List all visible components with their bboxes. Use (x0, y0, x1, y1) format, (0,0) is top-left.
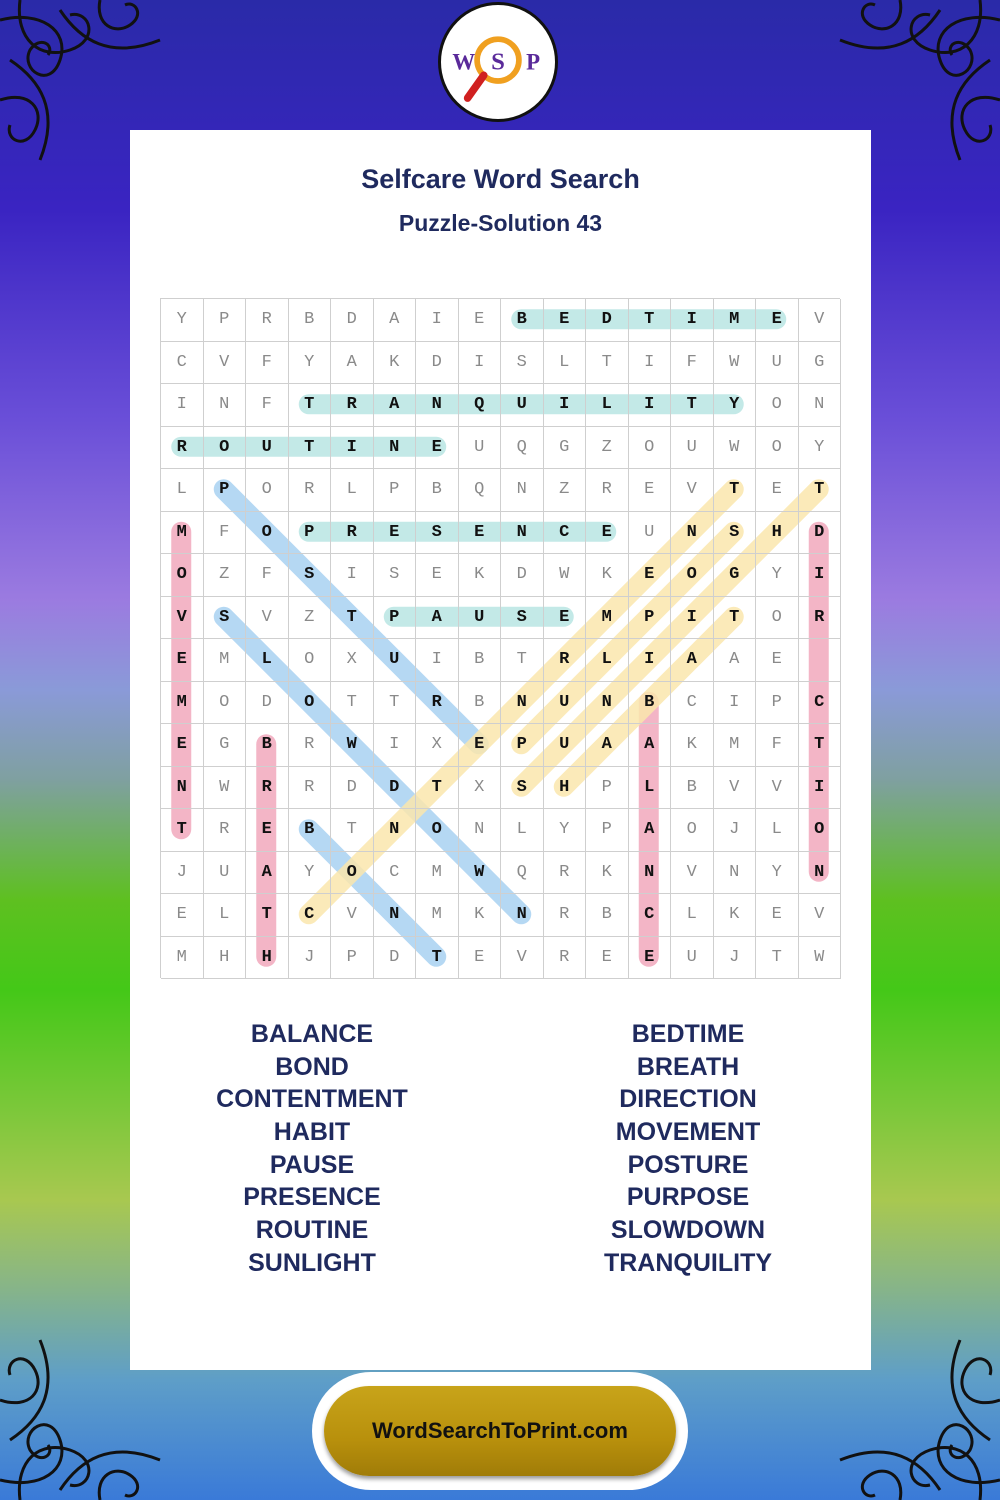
grid-cell[interactable]: U (544, 724, 587, 767)
grid-cell[interactable]: V (331, 894, 374, 937)
grid-cell[interactable]: O (756, 597, 799, 640)
grid-cell[interactable]: S (501, 597, 544, 640)
grid-cell[interactable]: D (799, 512, 842, 555)
logo-letter-p: P (526, 49, 541, 75)
grid-cell[interactable]: A (629, 724, 672, 767)
grid-cell[interactable]: V (671, 852, 714, 895)
grid-cell[interactable]: C (671, 682, 714, 725)
grid-cell[interactable]: O (289, 682, 332, 725)
grid-cell[interactable]: I (671, 597, 714, 640)
grid-cell[interactable]: K (586, 852, 629, 895)
grid-cell[interactable]: D (331, 767, 374, 810)
grid-cell[interactable]: L (629, 767, 672, 810)
grid-cell[interactable]: S (501, 767, 544, 810)
grid-cell[interactable]: C (629, 894, 672, 937)
grid-cell[interactable]: I (629, 342, 672, 385)
grid-cell[interactable]: I (799, 554, 842, 597)
grid-cell[interactable]: R (289, 767, 332, 810)
word-list-item: BREATH (636, 1052, 740, 1081)
grid-cell[interactable]: F (204, 512, 247, 555)
grid-cell[interactable]: K (459, 894, 502, 937)
grid-cell[interactable]: I (331, 554, 374, 597)
grid-cell[interactable]: R (799, 597, 842, 640)
grid-cell[interactable]: Q (501, 852, 544, 895)
grid-cell[interactable]: V (756, 767, 799, 810)
logo-letter-s: S (491, 48, 505, 76)
grid-cell[interactable]: N (586, 682, 629, 725)
grid-cell[interactable]: I (629, 384, 672, 427)
grid-cell[interactable]: O (204, 427, 247, 470)
grid-cell[interactable]: M (586, 597, 629, 640)
grid-cell[interactable]: R (289, 469, 332, 512)
grid-cell[interactable]: T (331, 597, 374, 640)
grid-cell[interactable]: L (161, 469, 204, 512)
puzzle-title: Selfcare Word Search (361, 164, 640, 194)
grid-cell[interactable]: O (671, 554, 714, 597)
grid-cell[interactable]: L (586, 639, 629, 682)
grid-cell[interactable]: A (714, 639, 757, 682)
grid-cell[interactable]: F (246, 554, 289, 597)
grid-cell[interactable]: V (501, 937, 544, 980)
grid-cell[interactable]: S (714, 512, 757, 555)
grid-cell[interactable]: O (671, 809, 714, 852)
grid-cell[interactable]: Y (799, 427, 842, 470)
word-list-item: BALANCE (250, 1020, 374, 1048)
grid-cell[interactable]: Z (586, 427, 629, 470)
grid-cell[interactable]: C (289, 894, 332, 937)
grid-cell[interactable]: N (501, 894, 544, 937)
grid-cell[interactable]: L (204, 894, 247, 937)
grid-cell[interactable]: T (799, 469, 842, 512)
grid-cell[interactable]: V (799, 299, 842, 342)
grid-cell[interactable]: L (331, 469, 374, 512)
grid-cell[interactable]: T (331, 809, 374, 852)
grid-cell[interactable]: U (459, 597, 502, 640)
grid-cell[interactable]: I (416, 299, 459, 342)
grid-cell[interactable]: T (799, 724, 842, 767)
grid-cell[interactable]: Y (289, 852, 332, 895)
grid-cell[interactable]: Y (756, 852, 799, 895)
grid-cell[interactable]: N (374, 427, 417, 470)
grid-cell[interactable]: K (459, 554, 502, 597)
grid-cell[interactable]: R (416, 682, 459, 725)
word-list-item: TRANQUILITY (603, 1248, 773, 1277)
word-list-item: POSTURE (627, 1150, 749, 1179)
grid-cell[interactable]: M (161, 682, 204, 725)
grid-cell[interactable]: Y (714, 384, 757, 427)
grid-cell[interactable]: E (629, 554, 672, 597)
grid-cell[interactable]: E (544, 299, 587, 342)
grid-cell[interactable]: O (289, 639, 332, 682)
word-list-item: DIRECTION (619, 1085, 757, 1114)
word-list-item: PRESENCE (243, 1183, 381, 1212)
grid-cell[interactable]: W (204, 767, 247, 810)
grid-cell[interactable]: B (246, 724, 289, 767)
grid-cell[interactable]: D (246, 682, 289, 725)
grid-cell[interactable]: X (416, 724, 459, 767)
grid-cell[interactable]: B (289, 809, 332, 852)
grid-cell[interactable]: E (459, 512, 502, 555)
grid-cell[interactable]: P (586, 809, 629, 852)
grid-cell[interactable]: H (246, 937, 289, 980)
grid-cell[interactable]: N (799, 852, 842, 895)
grid-cell[interactable]: E (756, 639, 799, 682)
grid-cell[interactable]: L (586, 384, 629, 427)
grid-cell[interactable]: L (544, 342, 587, 385)
grid-cell[interactable]: W (459, 852, 502, 895)
grid-cell[interactable]: F (756, 724, 799, 767)
grid-cell[interactable]: K (374, 342, 417, 385)
grid-cell[interactable]: P (374, 597, 417, 640)
word-list-item: SUNLIGHT (248, 1248, 376, 1277)
grid-cell[interactable]: L (501, 809, 544, 852)
grid-cell[interactable]: O (246, 469, 289, 512)
word-list-item: MOVEMENT (615, 1118, 761, 1147)
grid-cell[interactable]: E (459, 937, 502, 980)
grid-cell[interactable]: N (374, 894, 417, 937)
grid-cell[interactable]: N (459, 809, 502, 852)
grid-cell[interactable]: E (756, 894, 799, 937)
grid-cell[interactable]: U (204, 852, 247, 895)
grid-cell[interactable]: J (714, 937, 757, 980)
grid-cell[interactable]: E (544, 597, 587, 640)
grid-cell[interactable]: K (714, 894, 757, 937)
grid-cell[interactable]: D (416, 342, 459, 385)
grid-cell[interactable]: T (416, 767, 459, 810)
grid-cell[interactable]: R (544, 639, 587, 682)
grid-cell[interactable]: P (586, 767, 629, 810)
grid-cell[interactable]: E (629, 937, 672, 980)
grid-cell[interactable]: N (161, 767, 204, 810)
word-list-right (528, 1018, 848, 1280)
grid-cell[interactable]: T (374, 682, 417, 725)
grid-cell[interactable]: T (416, 937, 459, 980)
grid-cell[interactable]: T (246, 894, 289, 937)
grid-cell[interactable]: M (161, 512, 204, 555)
grid-cell[interactable]: B (459, 682, 502, 725)
grid-cell[interactable]: M (204, 639, 247, 682)
word-list-item: HABIT (273, 1118, 351, 1147)
grid-cell[interactable]: I (161, 384, 204, 427)
grid-cell[interactable]: P (501, 724, 544, 767)
word-list-left (152, 1018, 472, 1280)
grid-cell[interactable]: P (374, 469, 417, 512)
grid-cell[interactable]: D (374, 767, 417, 810)
grid-cell[interactable]: C (374, 852, 417, 895)
grid-cell[interactable]: C (161, 342, 204, 385)
grid-cell[interactable]: F (671, 342, 714, 385)
grid-cell[interactable]: R (544, 894, 587, 937)
word-list-item: SLOWDOWN (610, 1216, 766, 1245)
grid-cell[interactable]: E (756, 469, 799, 512)
grid-cell[interactable]: O (246, 512, 289, 555)
grid-cell[interactable]: O (756, 384, 799, 427)
grid-cell[interactable]: R (161, 427, 204, 470)
grid-cell[interactable]: A (374, 299, 417, 342)
grid-cell[interactable]: S (204, 597, 247, 640)
logo-letter-w: W (452, 49, 476, 75)
word-list-item: PAUSE (269, 1150, 355, 1179)
grid-cell[interactable]: O (629, 427, 672, 470)
grid-cell[interactable]: N (416, 384, 459, 427)
grid-cell[interactable]: T (629, 299, 672, 342)
grid-cell[interactable]: I (374, 724, 417, 767)
word-grid-area (160, 298, 840, 978)
grid-cell[interactable]: D (501, 554, 544, 597)
grid-cell[interactable]: N (671, 512, 714, 555)
word-list-item: PURPOSE (626, 1183, 750, 1212)
word-list-item: BOND (275, 1052, 349, 1081)
grid-cell[interactable]: E (161, 724, 204, 767)
grid-cell[interactable]: T (714, 597, 757, 640)
grid-cell[interactable]: E (586, 937, 629, 980)
grid-cell[interactable]: M (714, 299, 757, 342)
grid-cell[interactable]: A (416, 597, 459, 640)
grid-cell[interactable]: J (161, 852, 204, 895)
grid-cell[interactable]: U (629, 512, 672, 555)
grid-cell[interactable] (799, 639, 842, 682)
grid-cell[interactable]: N (374, 809, 417, 852)
grid-cell[interactable]: S (501, 342, 544, 385)
grid-cell[interactable]: M (416, 852, 459, 895)
grid-cell[interactable]: L (671, 894, 714, 937)
grid-cell[interactable]: W (714, 427, 757, 470)
grid-cell[interactable]: N (629, 852, 672, 895)
grid-cell[interactable]: A (586, 724, 629, 767)
grid-cell[interactable]: C (544, 512, 587, 555)
grid-cell[interactable]: R (544, 852, 587, 895)
grid-cell[interactable]: P (629, 597, 672, 640)
grid-cell[interactable]: I (331, 427, 374, 470)
grid-cell[interactable]: Q (459, 469, 502, 512)
grid-cell[interactable]: M (416, 894, 459, 937)
grid-cell[interactable]: I (799, 767, 842, 810)
grid-cell[interactable]: Y (756, 554, 799, 597)
grid-cell[interactable]: B (416, 469, 459, 512)
grid-cell[interactable]: N (501, 512, 544, 555)
grid-cell[interactable]: F (246, 342, 289, 385)
grid-cell[interactable]: T (714, 469, 757, 512)
footer-badge (312, 1372, 688, 1490)
grid-cell[interactable]: O (799, 809, 842, 852)
grid-cell[interactable]: E (161, 639, 204, 682)
grid-cell[interactable]: U (756, 342, 799, 385)
grid-cell[interactable]: W (331, 724, 374, 767)
grid-cell[interactable]: R (246, 767, 289, 810)
grid-cell[interactable]: V (161, 597, 204, 640)
grid-cell[interactable]: G (204, 724, 247, 767)
grid-cell[interactable]: U (544, 682, 587, 725)
grid-cell[interactable]: I (629, 639, 672, 682)
grid-cell[interactable]: O (331, 852, 374, 895)
grid-cell[interactable]: Y (161, 299, 204, 342)
grid-cell[interactable]: W (544, 554, 587, 597)
grid-cell[interactable]: B (459, 639, 502, 682)
grid-cell[interactable]: Q (459, 384, 502, 427)
grid-cell[interactable]: U (671, 427, 714, 470)
grid-cell[interactable]: T (756, 937, 799, 980)
grid-cell[interactable]: E (246, 809, 289, 852)
puzzle-subtitle: Puzzle-Solution 43 (398, 210, 603, 236)
grid-cell[interactable]: B (629, 682, 672, 725)
grid-cell[interactable]: Z (204, 554, 247, 597)
grid-cell[interactable]: C (799, 682, 842, 725)
grid-cell[interactable]: Z (544, 469, 587, 512)
grid-cell[interactable]: D (331, 299, 374, 342)
grid-cell[interactable]: E (756, 299, 799, 342)
grid-cell[interactable]: K (671, 724, 714, 767)
grid-cell[interactable]: G (544, 427, 587, 470)
grid-cell[interactable]: M (714, 724, 757, 767)
grid-cell[interactable]: E (161, 894, 204, 937)
grid-cell[interactable]: O (204, 682, 247, 725)
grid-cell[interactable]: U (459, 427, 502, 470)
grid-cell[interactable]: U (246, 427, 289, 470)
grid-cell[interactable]: P (204, 299, 247, 342)
word-list-item: ROUTINE (255, 1216, 369, 1245)
grid-cell[interactable]: O (416, 809, 459, 852)
grid-cell[interactable]: L (756, 809, 799, 852)
wsp-logo (438, 2, 558, 122)
grid-cell[interactable]: E (416, 554, 459, 597)
grid-cell[interactable]: I (544, 384, 587, 427)
grid-cell[interactable]: R (331, 512, 374, 555)
grid-cell[interactable]: H (204, 937, 247, 980)
grid-cell[interactable]: G (714, 554, 757, 597)
grid-cell[interactable]: N (501, 682, 544, 725)
grid-cell[interactable]: W (714, 342, 757, 385)
grid-cell[interactable]: P (331, 937, 374, 980)
grid-cell[interactable]: P (756, 682, 799, 725)
grid-cell[interactable]: Z (289, 597, 332, 640)
grid-cell[interactable]: E (416, 427, 459, 470)
grid-cell[interactable]: A (374, 384, 417, 427)
footer-link[interactable]: WordSearchToPrint.com (324, 1386, 676, 1476)
grid-cell[interactable]: W (799, 937, 842, 980)
grid-cell[interactable]: R (586, 469, 629, 512)
grid-cell[interactable]: U (374, 639, 417, 682)
grid-cell[interactable]: V (799, 894, 842, 937)
grid-cell[interactable]: V (714, 767, 757, 810)
grid-cell[interactable]: B (671, 767, 714, 810)
grid-cell[interactable]: P (204, 469, 247, 512)
grid-cell[interactable]: T (501, 639, 544, 682)
grid-cell[interactable]: I (459, 342, 502, 385)
grid-cell[interactable]: L (246, 639, 289, 682)
grid-cell[interactable]: T (671, 384, 714, 427)
grid-cell[interactable]: J (714, 809, 757, 852)
grid-cell[interactable]: Q (501, 427, 544, 470)
grid-cell[interactable]: Y (289, 342, 332, 385)
grid-cell[interactable]: R (246, 299, 289, 342)
grid-cell[interactable]: Y (544, 809, 587, 852)
grid-cell[interactable]: K (586, 554, 629, 597)
puzzle-sheet (130, 130, 871, 1370)
grid-cell[interactable]: P (289, 512, 332, 555)
grid-cell[interactable]: E (459, 299, 502, 342)
grid-cell[interactable]: U (671, 937, 714, 980)
grid-cell[interactable]: A (331, 342, 374, 385)
grid-cell[interactable]: B (586, 894, 629, 937)
grid-cell[interactable]: N (204, 384, 247, 427)
grid-cell[interactable]: S (289, 554, 332, 597)
letter-grid (160, 298, 840, 978)
grid-cell[interactable]: V (204, 342, 247, 385)
grid-cell[interactable]: I (416, 639, 459, 682)
grid-cell[interactable]: R (204, 809, 247, 852)
grid-cell[interactable]: T (289, 427, 332, 470)
grid-cell[interactable]: O (161, 554, 204, 597)
grid-cell[interactable]: R (289, 724, 332, 767)
grid-cell[interactable]: A (246, 852, 289, 895)
grid-cell[interactable]: N (799, 384, 842, 427)
grid-cell[interactable]: I (671, 299, 714, 342)
word-list-item: BEDTIME (631, 1020, 745, 1048)
grid-cell[interactable]: X (331, 639, 374, 682)
grid-cell[interactable]: E (374, 512, 417, 555)
grid-cell[interactable]: V (671, 469, 714, 512)
grid-cell[interactable]: J (289, 937, 332, 980)
grid-cell[interactable]: X (459, 767, 502, 810)
grid-cell[interactable]: U (501, 384, 544, 427)
grid-cell[interactable]: F (246, 384, 289, 427)
grid-cell[interactable]: B (289, 299, 332, 342)
grid-cell[interactable]: I (714, 682, 757, 725)
grid-cell[interactable]: T (586, 342, 629, 385)
grid-cell[interactable]: A (629, 809, 672, 852)
grid-cell[interactable]: H (544, 767, 587, 810)
grid-cell[interactable]: D (374, 937, 417, 980)
grid-cell[interactable]: A (671, 639, 714, 682)
grid-cell[interactable]: M (161, 937, 204, 980)
grid-cell[interactable]: R (544, 937, 587, 980)
grid-cell[interactable]: T (289, 384, 332, 427)
word-list-item: CONTENTMENT (216, 1085, 408, 1114)
grid-cell[interactable]: D (586, 299, 629, 342)
grid-cell[interactable]: N (714, 852, 757, 895)
grid-cell[interactable]: E (586, 512, 629, 555)
grid-cell[interactable]: S (416, 512, 459, 555)
grid-cell[interactable]: V (246, 597, 289, 640)
grid-cell[interactable]: B (501, 299, 544, 342)
grid-cell[interactable]: G (799, 342, 842, 385)
grid-cell[interactable]: T (331, 682, 374, 725)
grid-cell[interactable]: E (629, 469, 672, 512)
grid-cell[interactable]: R (331, 384, 374, 427)
grid-cell[interactable]: S (374, 554, 417, 597)
grid-cell[interactable]: E (459, 724, 502, 767)
grid-cell[interactable]: N (501, 469, 544, 512)
grid-cell[interactable]: T (161, 809, 204, 852)
grid-cell[interactable]: H (756, 512, 799, 555)
grid-cell[interactable]: O (756, 427, 799, 470)
